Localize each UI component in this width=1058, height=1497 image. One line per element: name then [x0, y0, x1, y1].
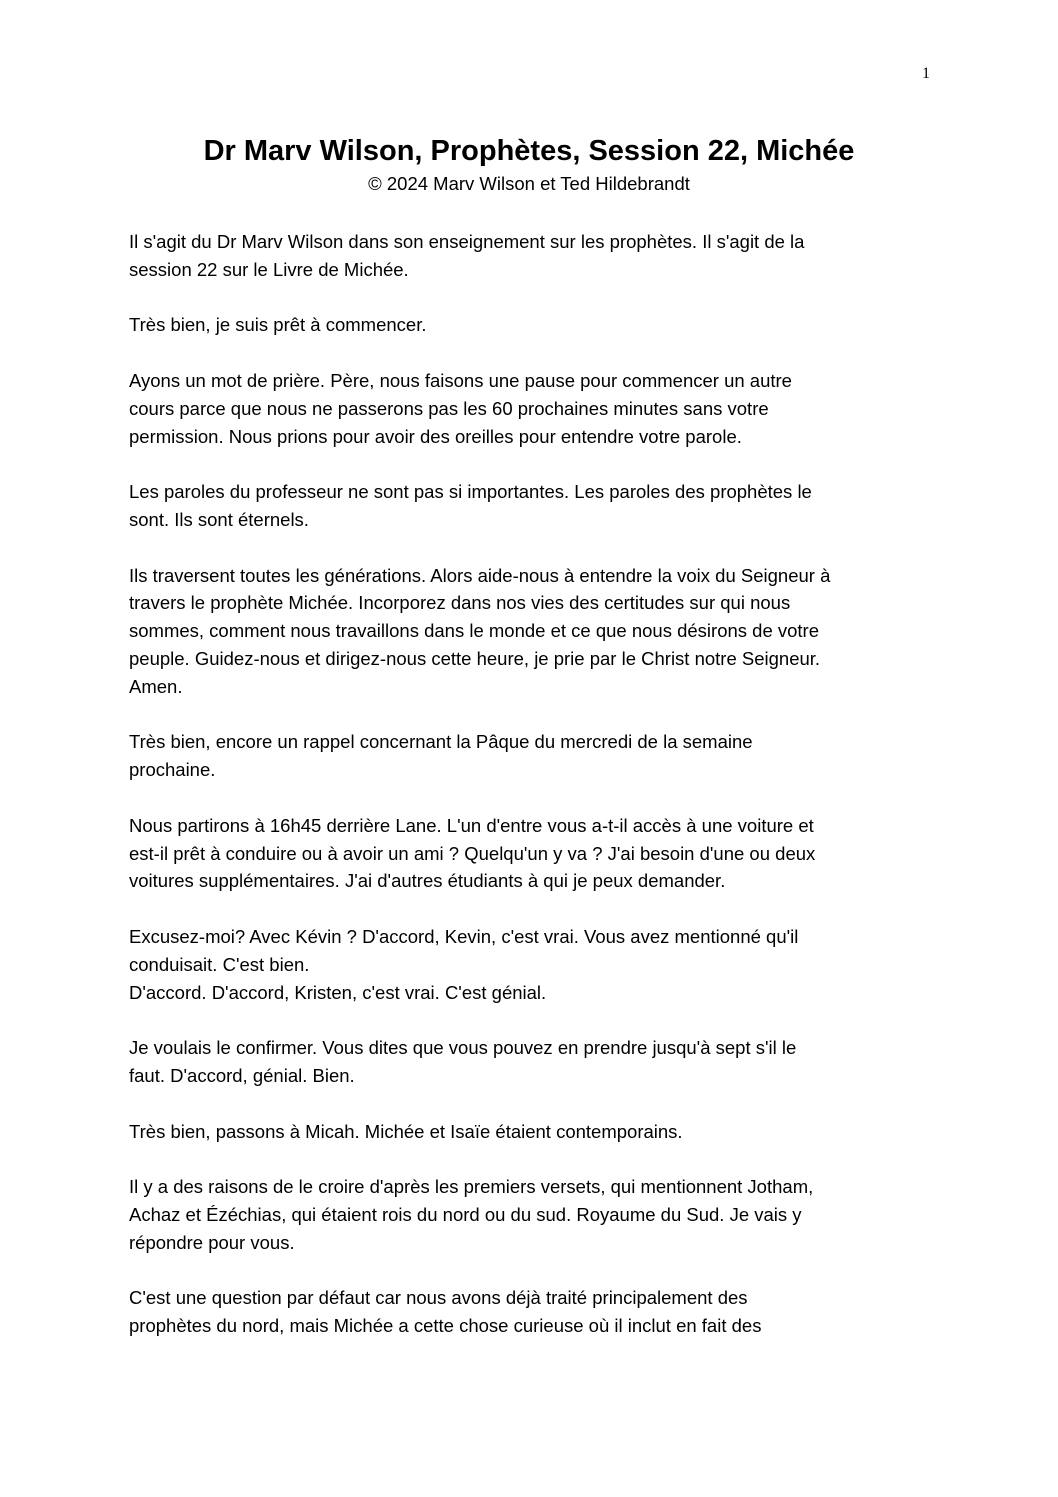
paragraph-line: C'est une question par défaut car nous avons déjà traité principalement des	[129, 1287, 748, 1309]
document-header	[0, 131, 1058, 197]
paragraph	[129, 228, 939, 284]
paragraph-line: sont. Ils sont éternels.	[129, 508, 309, 530]
paragraph	[129, 1118, 939, 1146]
paragraph-line: travers le prophète Michée. Incorporez dans nos vies des certitudes sur qui nous	[129, 592, 791, 614]
paragraph-line: conduisait. C'est bien.	[129, 953, 310, 975]
paragraph-line: Je voulais le confirmer. Vous dites que vous pouvez en prendre jusqu'à sept s'il le	[129, 1037, 797, 1059]
document-title: Dr Marv Wilson, Prophètes, Session 22, Michée	[203, 135, 855, 167]
paragraph-line: Nous partirons à 16h45 derrière Lane. L'un d'entre vous a-t-il accès à une voiture et	[129, 814, 814, 836]
paragraph-line: Très bien, je suis prêt à commencer.	[129, 314, 427, 336]
paragraph-line: Il s'agit du Dr Marv Wilson dans son enseignement sur les prophètes. Il s'agit de la	[129, 231, 805, 252]
paragraph	[129, 728, 939, 784]
paragraph-line: permission. Nous prions pour avoir des oreilles pour entendre votre parole.	[129, 425, 742, 447]
paragraph-line: session 22 sur le Livre de Michée.	[129, 258, 409, 280]
paragraph	[129, 1173, 939, 1256]
paragraph-line: peuple. Guidez-nous et dirigez-nous cette heure, je prie par le Christ notre Seigneur.	[129, 647, 821, 669]
paragraph	[129, 478, 939, 534]
paragraph-line: Excusez-moi? Avec Kévin ? D'accord, Kevin, c'est vrai. Vous avez mentionné qu'il	[129, 925, 799, 947]
paragraph-line: voitures supplémentaires. J'ai d'autres étudiants à qui je peux demander.	[129, 870, 726, 892]
paragraph-line: Très bien, passons à Micah. Michée et Isaïe étaient contemporains.	[129, 1120, 683, 1142]
paragraph	[129, 367, 939, 450]
paragraph-line: Il y a des raisons de le croire d'après les premiers versets, qui mentionnent Jotham,	[129, 1176, 814, 1198]
paragraph-line: cours parce que nous ne passerons pas les 60 prochaines minutes sans votre	[129, 397, 769, 419]
paragraph-line: Très bien, encore un rappel concernant la Pâque du mercredi de la semaine	[129, 731, 753, 753]
paragraph	[129, 812, 939, 895]
page-number: 1	[922, 65, 930, 82]
paragraph-line: D'accord. D'accord, Kristen, c'est vrai. C'est génial.	[129, 981, 547, 1003]
paragraph	[129, 923, 939, 1006]
paragraph	[129, 1284, 939, 1340]
copyright-line: © 2024 Marv Wilson et Ted Hildebrandt	[368, 173, 690, 194]
paragraph	[129, 1034, 939, 1090]
paragraph	[129, 311, 939, 339]
paragraph-line: sommes, comment nous travaillons dans le monde et ce que nous désirons de votre	[129, 620, 820, 642]
paragraph-line: prophètes du nord, mais Michée a cette chose curieuse où il inclut en fait des	[129, 1315, 762, 1337]
paragraph-line: prochaine.	[129, 759, 216, 781]
document-body	[129, 228, 939, 1368]
paragraph-line: Achaz et Ézéchias, qui étaient rois du nord ou du sud. Royaume du Sud. Je vais y	[129, 1203, 802, 1225]
paragraph-line: faut. D'accord, génial. Bien.	[129, 1064, 355, 1086]
paragraph-line: répondre pour vous.	[129, 1231, 295, 1253]
paragraph-line: est-il prêt à conduire ou à avoir un ami ? Quelqu'un y va ? J'ai besoin d'une ou deux	[129, 842, 816, 864]
paragraph-line: Ils traversent toutes les générations. Alors aide-nous à entendre la voix du Seigneur à	[129, 564, 831, 586]
paragraph-line: Ayons un mot de prière. Père, nous faisons une pause pour commencer un autre	[129, 369, 792, 391]
paragraph-line: Amen.	[129, 675, 183, 697]
paragraph-line: Les paroles du professeur ne sont pas si importantes. Les paroles des prophètes le	[129, 481, 812, 503]
paragraph	[129, 562, 939, 701]
